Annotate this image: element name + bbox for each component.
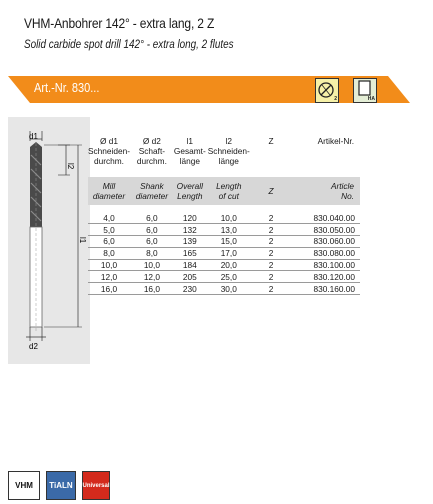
tialn-coating-badge: TiALN — [46, 471, 76, 500]
header-de-cell: Ø d2 Schaft- durchm. — [136, 136, 167, 166]
cell-l1: 120 — [174, 212, 206, 224]
cell-l2: 10,0 — [206, 212, 252, 224]
cell-l2: 17,0 — [206, 247, 252, 259]
cell-l2: 30,0 — [206, 283, 252, 295]
header-de-cell: Z — [268, 136, 274, 146]
cell-l2: 25,0 — [206, 271, 252, 283]
table-row — [88, 224, 360, 236]
cell-d1: 10,0 — [88, 259, 130, 271]
cell-article: 830.080.00 — [290, 247, 360, 259]
cell-d1: 5,0 — [88, 224, 130, 236]
table-header-en — [88, 177, 360, 205]
header-de-cell: Ø d1 Schneiden- durchm. — [88, 136, 130, 166]
cell-l2: 13,0 — [206, 224, 252, 236]
tool-drawing-panel — [8, 117, 90, 364]
cell-z: 2 — [252, 224, 291, 236]
cell-l2: 20,0 — [206, 259, 252, 271]
header-en-cell: Overall Length — [174, 177, 206, 205]
cell-z: 2 — [252, 271, 291, 283]
cell-article: 830.160.00 — [290, 283, 360, 295]
d1-label: d1 — [29, 132, 38, 141]
cell-d2: 6,0 — [130, 224, 174, 236]
header-de-cell: l1 Gesamt- länge — [173, 136, 206, 166]
table-header-de — [88, 136, 360, 177]
cell-z: 2 — [252, 236, 291, 248]
header-en-cell: Article No. — [290, 177, 360, 205]
table-row — [88, 247, 360, 259]
cell-z: 2 — [252, 259, 291, 271]
l1-label: l1 — [78, 237, 87, 244]
universal-badge: Universal — [82, 471, 110, 500]
cell-d2: 6,0 — [130, 212, 174, 224]
page-subtitle: Solid carbide spot drill 142° - extra long, 2 flutes — [24, 39, 234, 51]
icon-shank-label: HA — [367, 96, 375, 102]
cell-d2: 6,0 — [130, 236, 174, 248]
icon-flute-count: 2 — [334, 96, 337, 102]
header-de-cell: l2 Schneiden- länge — [207, 136, 250, 166]
cell-z: 2 — [252, 247, 291, 259]
header-de-cell: Artikel-Nr. — [317, 136, 354, 146]
table-row — [88, 236, 360, 248]
cell-d1: 6,0 — [88, 236, 130, 248]
cell-d2: 8,0 — [130, 247, 174, 259]
cell-z: 2 — [252, 283, 291, 295]
article-number-label: Art.-Nr. 830... — [34, 81, 100, 95]
cell-d1: 16,0 — [88, 283, 130, 295]
l2-label: l2 — [66, 163, 75, 170]
cell-d1: 8,0 — [88, 247, 130, 259]
cell-d2: 10,0 — [130, 259, 174, 271]
vhm-badge: VHM — [8, 471, 40, 500]
table-row — [88, 271, 360, 283]
table-row — [88, 283, 360, 295]
shank-ha-icon — [353, 78, 377, 103]
cell-l1: 230 — [174, 283, 206, 295]
cell-article: 830.060.00 — [290, 236, 360, 248]
cell-d2: 16,0 — [130, 283, 174, 295]
spot-drill-angle-icon — [315, 78, 339, 103]
header-en-cell: Z — [252, 177, 291, 205]
cell-article: 830.050.00 — [290, 224, 360, 236]
cell-article: 830.100.00 — [290, 259, 360, 271]
cell-l1: 139 — [174, 236, 206, 248]
cell-l1: 184 — [174, 259, 206, 271]
header-en-cell: Shank diameter — [130, 177, 174, 205]
cell-z: 2 — [252, 212, 291, 224]
cell-d2: 12,0 — [130, 271, 174, 283]
cell-article: 830.040.00 — [290, 212, 360, 224]
table-row — [88, 259, 360, 271]
header-en-cell: Mill diameter — [88, 177, 130, 205]
cell-l1: 165 — [174, 247, 206, 259]
cell-article: 830.120.00 — [290, 271, 360, 283]
cell-d1: 4,0 — [88, 212, 130, 224]
cell-l1: 132 — [174, 224, 206, 236]
header-en-cell: Length of cut — [206, 177, 252, 205]
cell-l2: 15,0 — [206, 236, 252, 248]
table-row — [88, 212, 360, 224]
d2-label: d2 — [29, 342, 38, 351]
spec-table — [88, 136, 360, 295]
cell-d1: 12,0 — [88, 271, 130, 283]
page-title: VHM-Anbohrer 142° - extra lang, 2 Z — [24, 15, 215, 31]
cell-l1: 205 — [174, 271, 206, 283]
